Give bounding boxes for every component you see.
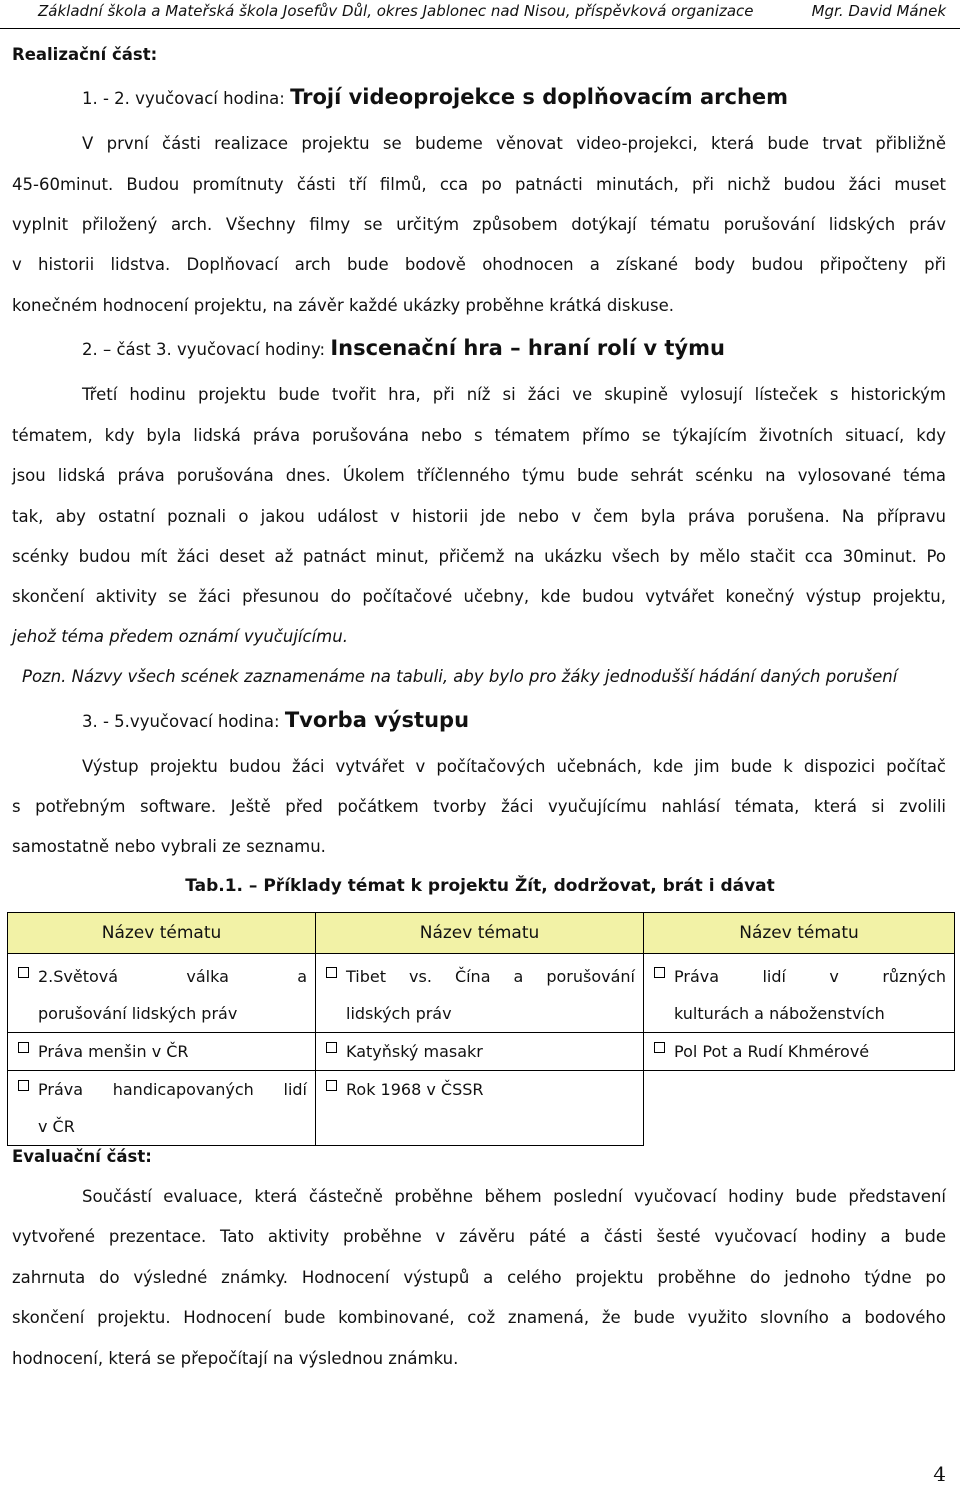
table-row (8, 1033, 955, 1071)
section-1-heading (82, 86, 788, 110)
section-2-title: Inscenační hra – hraní rolí v týmu (330, 336, 725, 360)
checkbox-icon (654, 967, 665, 978)
p1-line: 45-60minut. Budou promítnuty části tří filmů, cca po patnácti minutách, při nichž budou žáci muset (12, 175, 946, 194)
checkbox-icon (18, 967, 29, 978)
table-cell (8, 1071, 316, 1146)
cell-line: 2.Světová válka a (38, 967, 307, 986)
section-3-title: Tvorba výstupu (284, 708, 470, 732)
checkbox-icon (326, 967, 337, 978)
p3-line: s potřebným software. Ještě před počátkem tvorby žáci vyučujícímu nahlásí témata, která si zvolili (12, 797, 946, 816)
cell-line: v ČR (38, 1117, 75, 1136)
section-1-prefix: 1. - 2. vyučovací hodina: (82, 89, 285, 108)
p2-line: tak, aby ostatní poznali o jakou událost v historii jde nebo v čem byla práva porušena. Na přípravu (12, 507, 946, 526)
cell-line: lidských práv (346, 1004, 452, 1023)
p2-line: jsou lidská práva porušována dnes. Úkolem tříčlenného týmu bude sehrát scénku na vylosované téma (12, 466, 946, 485)
page-header (0, 0, 960, 29)
p3-line: Výstup projektu budou žáci vytvářet v počítačových učebnách, kde jim bude k dispozici počítač (82, 757, 946, 776)
p4-line: zahrnuta do výsledné známky. Hodnocení výstupů a celého projektu proběhne do jednoho týdne po (12, 1268, 946, 1287)
cell-line: Rok 1968 v ČSSR (346, 1080, 484, 1099)
p2-line: scénky budou mít žáci deset až patnáct minut, přičemž na ukázku všech by mělo stačit cca 30minut. Po (12, 547, 946, 566)
p4-line: Součástí evaluace, která částečně proběhne během poslední vyučovací hodiny bude představení (82, 1187, 946, 1206)
p2-line: skončení aktivity se žáci přesunou do počítačové učebny, kde budou vytvářet konečný výstup projektu, (12, 587, 946, 606)
section-2-heading (82, 337, 725, 361)
p1-line: v historii lidstva. Doplňovací arch bude bodově ohodnocen a získané body budou připočteny při (12, 255, 946, 274)
table-cell-empty (644, 1071, 955, 1146)
table-caption: Tab.1. – Příklady témat k projektu Žít, dodržovat, brát i dávat (185, 876, 775, 896)
note: Pozn. Názvy všech scének zaznamenáme na tabuli, aby bylo pro žáky jednodušší hádání daných porušení (22, 667, 898, 686)
p1-line: vyplnit přiložený arch. Všechny filmy se určitým způsobem dotýkají tématu porušování lidských práv (12, 215, 946, 234)
p4-line: skončení projektu. Hodnocení bude kombinované, což znamená, že bude využito slovního a bodového (12, 1308, 946, 1327)
header-school: Základní škola a Mateřská škola Josefův Důl, okres Jablonec nad Nisou, příspěvková organizace (38, 2, 754, 20)
table-cell (316, 954, 644, 1033)
p2-line: jehož téma předem oznámí vyučujícímu. (12, 627, 348, 646)
checkbox-icon (326, 1042, 337, 1053)
section-2-prefix: 2. – část 3. vyučovací hodiny: (82, 340, 326, 359)
p2-line: Třetí hodinu projektu bude tvořit hra, při níž si žáci ve skupině vylosují lísteček s historickým (82, 385, 946, 404)
table-cell (644, 1033, 955, 1071)
topics-table (7, 912, 955, 1146)
p4-line: hodnocení, která se přepočítají na výslednou známku. (12, 1349, 459, 1368)
table-cell (316, 1071, 644, 1146)
cell-line: Práva handicapovaných lidí (38, 1080, 307, 1099)
cell-line: Práva lidí v různých (674, 967, 946, 986)
cell-line: porušování lidských práv (38, 1004, 238, 1023)
evaluace-heading: Evaluační část: (12, 1147, 152, 1166)
table-cell (316, 1033, 644, 1071)
checkbox-icon (654, 1042, 665, 1053)
table-cell (8, 1033, 316, 1071)
table-row (8, 954, 955, 1033)
cell-line: Práva menšin v ČR (38, 1042, 189, 1061)
section-3-prefix: 3. - 5.vyučovací hodina: (82, 712, 280, 731)
cell-line: Katyňský masakr (346, 1042, 483, 1061)
table-header: Název tématu (316, 913, 644, 954)
p4-line: vytvořené prezentace. Tato aktivity proběhne v závěru páté a části šesté vyučovací hodiny a bude (12, 1227, 946, 1246)
cell-line: Tibet vs. Čína a porušování (346, 967, 635, 986)
checkbox-icon (326, 1080, 337, 1091)
section-3-heading (82, 709, 469, 733)
table-header: Název tématu (8, 913, 316, 954)
section-1-title: Trojí videoprojekce s doplňovacím archem (290, 85, 789, 109)
table-cell (8, 954, 316, 1033)
p1-line: V první části realizace projektu se budeme věnovat video-projekci, která bude trvat přibližně (82, 134, 946, 153)
page-number: 4 (933, 1462, 946, 1486)
header-author: Mgr. David Mánek (811, 2, 946, 20)
realizace-heading: Realizační část: (12, 45, 158, 64)
p1-line: konečném hodnocení projektu, na závěr každé ukázky proběhne krátká diskuse. (12, 296, 674, 315)
p2-line: tématem, kdy byla lidská práva porušována nebo s tématem přímo se týkajícím životních situací, kdy (12, 426, 946, 445)
checkbox-icon (18, 1080, 29, 1091)
cell-line: kulturách a náboženstvích (674, 1004, 885, 1023)
cell-line: Pol Pot a Rudí Khmérové (674, 1042, 870, 1061)
table-cell (644, 954, 955, 1033)
checkbox-icon (18, 1042, 29, 1053)
table-header: Název tématu (644, 913, 955, 954)
p3-line: samostatně nebo vybrali ze seznamu. (12, 837, 326, 856)
table-row (8, 1071, 955, 1146)
